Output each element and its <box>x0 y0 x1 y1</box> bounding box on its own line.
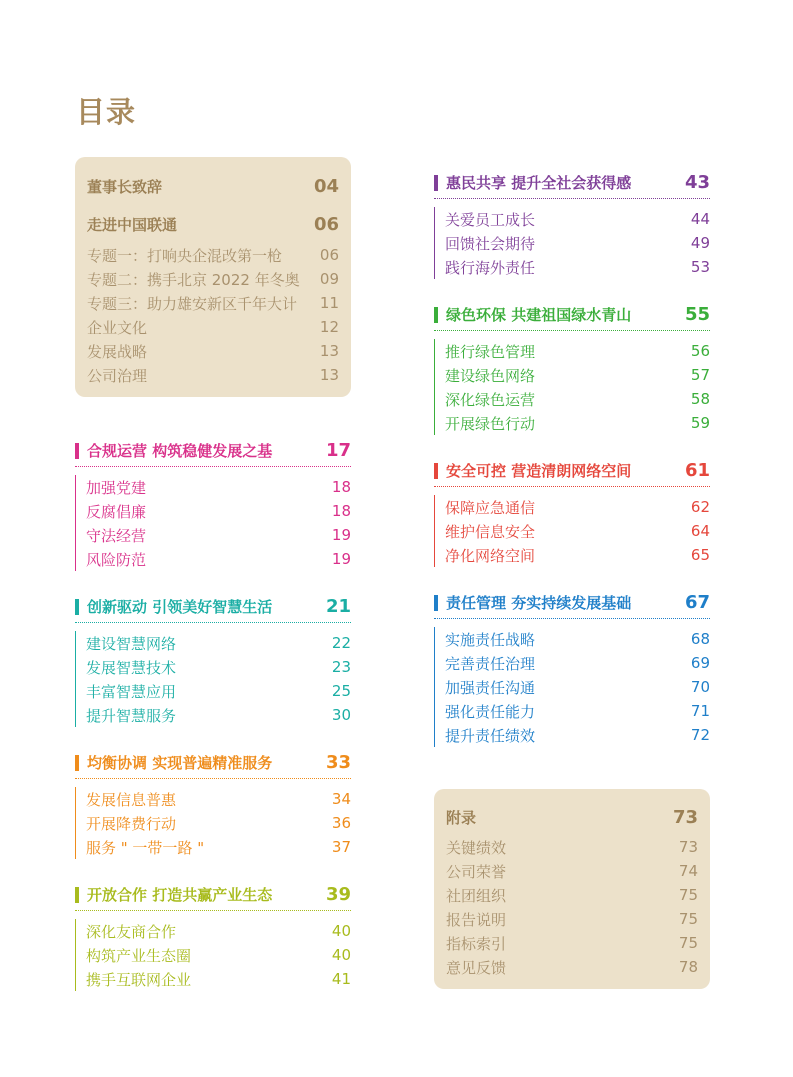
entry-label: 深化友商合作 <box>86 922 177 941</box>
right-sections <box>434 169 710 747</box>
entry-page-number: 57 <box>690 366 710 384</box>
toc-entry[interactable] <box>86 787 351 811</box>
toc-section <box>75 593 351 727</box>
toc-entry[interactable] <box>445 723 710 747</box>
section-marker-bar <box>75 887 79 903</box>
entry-label: 指标索引 <box>446 934 507 953</box>
appendix-entry[interactable] <box>446 907 698 931</box>
entry-label: 关爱员工成长 <box>445 210 536 229</box>
intro-box <box>75 157 351 397</box>
entry-page-number: 18 <box>331 502 351 520</box>
entry-page-number: 06 <box>319 246 339 264</box>
entry-page-number: 75 <box>678 934 698 952</box>
toc-section <box>434 457 710 567</box>
entry-label: 社团组织 <box>446 886 507 905</box>
entry-label: 丰富智慧应用 <box>86 682 177 701</box>
section-items <box>75 919 351 991</box>
entry-page-number: 78 <box>678 958 698 976</box>
entry-label: 专题一：打响央企混改第一枪 <box>87 246 283 265</box>
entry-label: 发展智慧技术 <box>86 658 177 677</box>
section-marker-bar <box>434 595 438 611</box>
entry-label: 推行绿色管理 <box>445 342 536 361</box>
intro-entry[interactable] <box>87 291 339 315</box>
entry-label: 实施责任战略 <box>445 630 536 649</box>
entry-page-number: 75 <box>678 910 698 928</box>
toc-section <box>75 437 351 571</box>
entry-label: 守法经营 <box>86 526 147 545</box>
entry-label: 专题二：携手北京 2022 年冬奥 <box>87 270 300 289</box>
entry-label: 董事长致辞 <box>87 177 163 196</box>
entry-label: 意见反馈 <box>446 958 507 977</box>
toc-entry[interactable] <box>86 655 351 679</box>
section-title: 创新驱动 引领美好智慧生活 <box>87 598 273 616</box>
appendix-entry[interactable] <box>446 955 698 979</box>
entry-label: 企业文化 <box>87 318 148 337</box>
entry-page-number: 69 <box>690 654 710 672</box>
section-items <box>434 339 710 435</box>
section-title-wrap <box>434 460 631 481</box>
toc-entry[interactable] <box>445 495 710 519</box>
entry-label: 践行海外责任 <box>445 258 536 277</box>
toc-entry[interactable] <box>86 967 351 991</box>
section-heading[interactable] <box>434 169 710 199</box>
entry-page-number: 19 <box>331 550 351 568</box>
entry-page-number: 62 <box>690 498 710 516</box>
section-items <box>434 207 710 279</box>
toc-entry[interactable] <box>86 523 351 547</box>
intro-entry[interactable] <box>87 267 339 291</box>
toc-section <box>75 749 351 859</box>
entry-page-number: 06 <box>313 213 339 235</box>
entry-label: 发展信息普惠 <box>86 790 177 809</box>
entry-label: 提升智慧服务 <box>86 706 177 725</box>
section-title-wrap <box>75 440 272 461</box>
intro-entry[interactable] <box>87 315 339 339</box>
appendix-entry[interactable] <box>446 883 698 907</box>
entry-page-number: 44 <box>690 210 710 228</box>
section-page-number: 33 <box>325 752 351 773</box>
section-title: 责任管理 夯实持续发展基础 <box>446 594 632 612</box>
entry-label: 风险防范 <box>86 550 147 569</box>
entry-page-number: 73 <box>678 838 698 856</box>
toc-entry[interactable] <box>445 543 710 567</box>
page-title: 目录 <box>76 95 137 129</box>
toc-entry[interactable] <box>86 475 351 499</box>
section-items <box>75 631 351 727</box>
toc-section <box>434 169 710 279</box>
entry-page-number: 53 <box>690 258 710 276</box>
entry-page-number: 22 <box>331 634 351 652</box>
entry-page-number: 12 <box>319 318 339 336</box>
entry-page-number: 36 <box>331 814 351 832</box>
section-items <box>434 495 710 567</box>
right-column <box>434 169 710 989</box>
entry-label: 反腐倡廉 <box>86 502 147 521</box>
section-heading[interactable] <box>75 881 351 911</box>
intro-entry[interactable] <box>87 243 339 267</box>
entry-label: 构筑产业生态圈 <box>86 946 192 965</box>
entry-page-number: 59 <box>690 414 710 432</box>
toc-entry[interactable] <box>445 411 710 435</box>
toc-entry[interactable] <box>445 231 710 255</box>
section-heading[interactable] <box>434 589 710 619</box>
section-title: 开放合作 打造共赢产业生态 <box>87 886 273 904</box>
toc-entry[interactable] <box>445 255 710 279</box>
intro-entry[interactable] <box>87 167 339 205</box>
entry-page-number: 34 <box>331 790 351 808</box>
section-title-wrap <box>75 752 272 773</box>
entry-label: 携手互联网企业 <box>86 970 192 989</box>
section-heading[interactable] <box>434 457 710 487</box>
section-title: 绿色环保 共建祖国绿水青山 <box>446 306 632 324</box>
intro-entry[interactable] <box>87 363 339 387</box>
section-heading[interactable] <box>75 749 351 779</box>
entry-label: 维护信息安全 <box>445 522 536 541</box>
entry-page-number: 64 <box>690 522 710 540</box>
entry-label: 发展战略 <box>87 342 148 361</box>
section-title-wrap <box>434 172 631 193</box>
toc-entry[interactable] <box>445 363 710 387</box>
section-marker-bar <box>75 755 79 771</box>
left-column <box>75 157 351 1013</box>
intro-entry[interactable] <box>87 205 339 243</box>
entry-label: 保障应急通信 <box>445 498 536 517</box>
section-heading[interactable] <box>75 593 351 623</box>
entry-page-number: 56 <box>690 342 710 360</box>
entry-page-number: 09 <box>319 270 339 288</box>
entry-page-number: 13 <box>319 366 339 384</box>
toc-entry[interactable] <box>445 651 710 675</box>
section-title: 合规运营 构筑稳健发展之基 <box>87 442 273 460</box>
entry-label: 服务 " 一带一路 " <box>86 838 205 857</box>
entry-page-number: 71 <box>690 702 710 720</box>
section-heading[interactable] <box>434 301 710 331</box>
left-sections <box>75 437 351 991</box>
section-title-wrap <box>434 592 631 613</box>
entry-page-number: 74 <box>678 862 698 880</box>
section-marker-bar <box>75 599 79 615</box>
toc-entry[interactable] <box>86 943 351 967</box>
section-page-number: 55 <box>684 304 710 325</box>
toc-entry[interactable] <box>86 703 351 727</box>
entry-label: 开展绿色行动 <box>445 414 536 433</box>
entry-label: 建设智慧网络 <box>86 634 177 653</box>
toc-entry[interactable] <box>86 547 351 571</box>
entry-label: 开展降费行动 <box>86 814 177 833</box>
section-marker-bar <box>434 463 438 479</box>
entry-label: 建设绿色网络 <box>445 366 536 385</box>
entry-page-number: 40 <box>331 922 351 940</box>
entry-label: 净化网络空间 <box>445 546 536 565</box>
entry-label: 完善责任治理 <box>445 654 536 673</box>
section-page-number: 61 <box>684 460 710 481</box>
section-marker-bar <box>434 175 438 191</box>
appendix-box <box>434 789 710 989</box>
section-title: 均衡协调 实现普遍精准服务 <box>87 754 273 772</box>
toc-entry[interactable] <box>445 207 710 231</box>
section-page-number: 43 <box>684 172 710 193</box>
section-page-number: 17 <box>325 440 351 461</box>
entry-label: 加强党建 <box>86 478 147 497</box>
entry-page-number: 30 <box>331 706 351 724</box>
toc-entry[interactable] <box>86 835 351 859</box>
toc-entry[interactable] <box>445 519 710 543</box>
entry-page-number: 04 <box>313 175 339 197</box>
entry-page-number: 70 <box>690 678 710 696</box>
section-title: 安全可控 营造清朗网络空间 <box>446 462 632 480</box>
toc-entry[interactable] <box>86 679 351 703</box>
section-title-wrap <box>75 884 272 905</box>
entry-page-number: 49 <box>690 234 710 252</box>
entry-page-number: 23 <box>331 658 351 676</box>
section-marker-bar <box>75 443 79 459</box>
entry-label: 关键绩效 <box>446 838 507 857</box>
entry-label: 专题三：助力雄安新区千年大计 <box>87 294 298 313</box>
toc-entry[interactable] <box>86 811 351 835</box>
entry-page-number: 25 <box>331 682 351 700</box>
toc-entry[interactable] <box>445 699 710 723</box>
section-items <box>75 787 351 859</box>
appendix-entry[interactable] <box>446 799 698 835</box>
entry-page-number: 40 <box>331 946 351 964</box>
appendix-entry[interactable] <box>446 835 698 859</box>
entry-label: 强化责任能力 <box>445 702 536 721</box>
entry-page-number: 19 <box>331 526 351 544</box>
entry-label: 深化绿色运营 <box>445 390 536 409</box>
toc-entry[interactable] <box>445 339 710 363</box>
section-page-number: 67 <box>684 592 710 613</box>
appendix-entry[interactable] <box>446 859 698 883</box>
toc-entry[interactable] <box>86 499 351 523</box>
section-items <box>434 627 710 747</box>
appendix-entry[interactable] <box>446 931 698 955</box>
entry-page-number: 11 <box>319 294 339 312</box>
intro-entry[interactable] <box>87 339 339 363</box>
entry-page-number: 41 <box>331 970 351 988</box>
entry-page-number: 72 <box>690 726 710 744</box>
section-heading[interactable] <box>75 437 351 467</box>
entry-label: 公司治理 <box>87 366 148 385</box>
entry-page-number: 75 <box>678 886 698 904</box>
entry-label: 公司荣誉 <box>446 862 507 881</box>
section-title-wrap <box>75 596 272 617</box>
toc-section <box>75 881 351 991</box>
toc-entry[interactable] <box>86 919 351 943</box>
entry-label: 回馈社会期待 <box>445 234 536 253</box>
toc-entry[interactable] <box>86 631 351 655</box>
section-marker-bar <box>434 307 438 323</box>
entry-label: 提升责任绩效 <box>445 726 536 745</box>
toc-entry[interactable] <box>445 627 710 651</box>
entry-page-number: 58 <box>690 390 710 408</box>
entry-page-number: 13 <box>319 342 339 360</box>
entry-label: 报告说明 <box>446 910 507 929</box>
entry-page-number: 68 <box>690 630 710 648</box>
entry-page-number: 73 <box>672 806 698 828</box>
section-items <box>75 475 351 571</box>
entry-label: 附录 <box>446 808 477 827</box>
entry-page-number: 37 <box>331 838 351 856</box>
toc-section <box>434 301 710 435</box>
section-title: 惠民共享 提升全社会获得感 <box>446 174 632 192</box>
entry-label: 加强责任沟通 <box>445 678 536 697</box>
section-page-number: 21 <box>325 596 351 617</box>
toc-section <box>434 589 710 747</box>
section-title-wrap <box>434 304 631 325</box>
entry-page-number: 18 <box>331 478 351 496</box>
section-page-number: 39 <box>325 884 351 905</box>
entry-page-number: 65 <box>690 546 710 564</box>
toc-entry[interactable] <box>445 675 710 699</box>
toc-entry[interactable] <box>445 387 710 411</box>
entry-label: 走进中国联通 <box>87 215 178 234</box>
